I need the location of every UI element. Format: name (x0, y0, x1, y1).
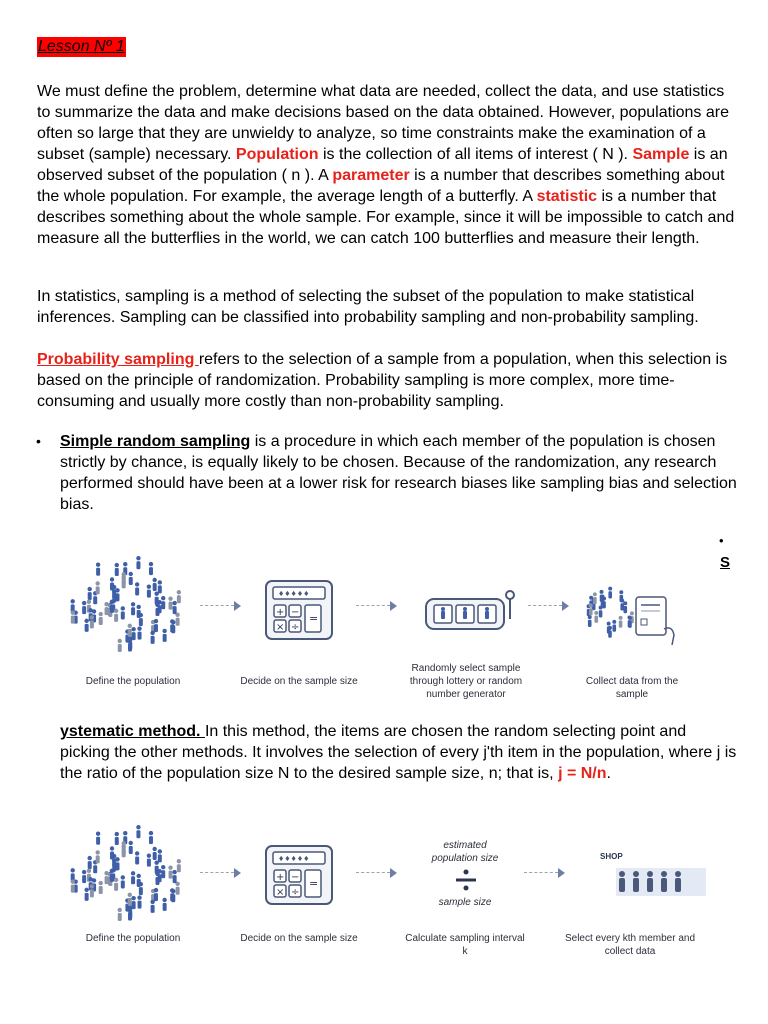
text-run: is a number that describes something about the whole population. For example, the average length of a butterfly. A (37, 167, 725, 205)
person-icon-body (121, 880, 125, 888)
person-icon-body (110, 874, 114, 882)
person-icon-body (88, 861, 92, 869)
person-icon (114, 878, 118, 882)
svg-text:=: = (309, 877, 319, 890)
person-icon-body (139, 887, 143, 895)
person-icon (619, 590, 623, 594)
person-icon (630, 611, 634, 615)
population-crowd-icon (64, 822, 194, 932)
person-icon (129, 572, 133, 576)
person-icon (123, 831, 127, 835)
person-icon (70, 599, 74, 603)
sampling-paragraph: In statistics, sampling is a method of selecting the subset of the population to make statistical inferences. Sampling can be classified into probability sampling and non-probability sampling. (37, 288, 699, 326)
person-icon-body (118, 913, 122, 921)
person-icon (82, 870, 86, 874)
people-in-line-icon (614, 868, 694, 898)
collect-data-icon (580, 571, 686, 651)
person-icon (161, 865, 165, 869)
svg-text:♦♦♦♦♦: ♦♦♦♦♦ (278, 590, 310, 598)
person-icon (115, 563, 119, 567)
arrow-icon (524, 868, 566, 878)
person-icon-body (601, 599, 605, 606)
person-icon (612, 620, 616, 624)
arrow-icon (356, 868, 398, 878)
person-icon-body (136, 830, 140, 838)
term-systematic-method: ystematic method. (60, 723, 205, 740)
person-icon (87, 600, 91, 604)
person-icon-body (138, 901, 142, 909)
person-icon (129, 841, 133, 845)
caption-define-population: Define the population (85, 676, 181, 687)
person-icon (82, 601, 86, 605)
caption-randomly-select: Randomly select sample through lottery or random number generator (409, 663, 523, 700)
person-icon-body (96, 568, 100, 576)
person-icon (154, 619, 158, 623)
person-icon-body (177, 595, 181, 603)
person-icon (137, 605, 141, 609)
person-icon-body (158, 585, 162, 593)
person-icon-body (158, 874, 162, 882)
lesson-title: Lesson Nº 1 (38, 38, 125, 55)
person-icon (594, 611, 598, 615)
person-icon (171, 620, 175, 624)
person-icon (71, 610, 75, 614)
person-icon (122, 572, 126, 576)
systematic-diagram (58, 808, 708, 973)
svg-text:−: − (291, 872, 300, 883)
svg-text:÷: ÷ (291, 887, 300, 898)
person-icon (172, 870, 176, 874)
shop-illustration (598, 848, 708, 898)
person-icon (136, 825, 140, 829)
person-icon-body (132, 632, 136, 640)
caption-select-every-kth: Select every kth member and collect data (564, 933, 696, 957)
person-icon-body (110, 605, 114, 613)
person-icon-body (171, 625, 175, 633)
svg-text:=: = (309, 612, 319, 625)
person-icon (152, 578, 156, 582)
person-icon (158, 849, 162, 853)
person-icon-body (90, 620, 94, 628)
person-icon (87, 856, 91, 860)
person-icon-body (121, 611, 125, 619)
intro-paragraph (37, 81, 737, 249)
person-icon (136, 556, 140, 560)
person-icon-body (114, 883, 118, 891)
person-icon-body (176, 887, 180, 895)
svg-text:+: + (276, 872, 285, 883)
person-icon-body (171, 894, 175, 902)
calculator-icon (264, 579, 334, 641)
person-icon-body (128, 644, 132, 652)
person-icon (135, 851, 139, 855)
person-icon (157, 600, 161, 604)
text-run: refers to the selection of a sample from a population, when this selection is based on the principle of randomization. Probability sampling is more complex, more time-consuming and usually more costly than non-probability sampling. (37, 351, 728, 410)
probability-paragraph (37, 349, 737, 412)
person-icon-body (173, 606, 177, 614)
person-icon (147, 584, 151, 588)
person-icon (115, 832, 119, 836)
person-icon (131, 871, 135, 875)
list-bullet: • (36, 433, 41, 449)
person-icon (608, 626, 612, 630)
arrow-icon (200, 601, 242, 611)
arrow-icon (200, 868, 242, 878)
person-icon-body (149, 567, 153, 575)
person-icon (620, 599, 624, 603)
person-icon (177, 590, 181, 594)
person-icon (110, 577, 114, 581)
person-icon-body (149, 836, 153, 844)
person-icon (87, 587, 91, 591)
shop-sign: SHOP (600, 852, 623, 861)
term-sample: Sample (632, 146, 690, 163)
caption-decide-sample-size: Decide on the sample size (240, 676, 358, 687)
text-run: In this method, the items are chosen the random selecting point and picking the other methods. It involves the selection of every j'th item in the population, where j is the ratio of the population size N to the desired sample size, n; that is, (60, 723, 737, 782)
svg-text:÷: ÷ (291, 622, 300, 633)
person-icon (161, 596, 165, 600)
person-icon (121, 875, 125, 879)
term-parameter: parameter (332, 167, 410, 184)
term-statistic: statistic (536, 188, 598, 205)
person-icon-body (608, 631, 612, 638)
svg-text:−: − (291, 607, 300, 618)
person-icon (162, 898, 166, 902)
person-icon-body (99, 886, 103, 894)
person-icon-body (96, 837, 100, 845)
person-icon-body (122, 577, 126, 585)
formula-j: j = N/n (558, 765, 607, 782)
person-icon (112, 854, 116, 858)
person-icon-body (153, 583, 157, 591)
person-icon (128, 624, 132, 628)
person-icon-body (593, 597, 597, 604)
person-icon (71, 879, 75, 883)
person-icon-body (90, 889, 94, 897)
term-probability-sampling: Probability sampling (37, 351, 199, 368)
person-icon-body (588, 620, 592, 627)
person-icon-body (620, 603, 624, 610)
person-icon (599, 606, 603, 610)
text-run: is the collection of all items of interest ( N ). (318, 146, 633, 163)
person-icon (99, 881, 103, 885)
person-icon-body (135, 856, 139, 864)
person-icon (168, 865, 172, 869)
person-icon-body (114, 614, 118, 622)
person-icon-body (136, 561, 140, 569)
person-icon-body (71, 616, 75, 624)
person-icon-body (608, 591, 612, 598)
list-bullet-side: • (719, 533, 724, 548)
person-icon-body (88, 592, 92, 600)
arrow-icon (528, 601, 570, 611)
person-icon-body (158, 605, 162, 613)
person-icon-body (132, 901, 136, 909)
caption-collect-data: Collect data from the sample (585, 676, 679, 700)
text-run: is a number that describes something about the whole sample. For example, since it will be impossible to catch and measure all the butterflies in the world, we can catch 100 butterflies and measure their length. (37, 188, 735, 247)
person-icon-body (169, 871, 173, 879)
person-icon-body (128, 629, 132, 637)
person-icon (131, 896, 135, 900)
person-icon (96, 563, 100, 567)
person-icon (607, 622, 611, 626)
person-icon (128, 907, 132, 911)
person-icon-body (138, 632, 142, 640)
person-icon (177, 859, 181, 863)
person-icon (601, 595, 605, 599)
person-icon (90, 884, 94, 888)
person-icon (588, 615, 592, 619)
text-run: . (606, 765, 611, 782)
person-icon-body (137, 879, 141, 887)
person-icon-body (173, 875, 177, 883)
person-icon (121, 606, 125, 610)
person-icon-body (594, 616, 598, 623)
person-icon-body (158, 854, 162, 862)
division-icon (454, 868, 478, 892)
person-icon (123, 562, 127, 566)
person-icon-body (105, 876, 109, 884)
person-icon (157, 869, 161, 873)
person-icon (92, 609, 96, 613)
person-icon (162, 629, 166, 633)
person-icon (112, 589, 116, 593)
caption-decide-sample-size: Decide on the sample size (240, 933, 358, 944)
estimated-population-label: estimated population size (431, 840, 499, 864)
systematic-paragraph (60, 721, 740, 784)
caption-calculate-interval: Calculate sampling interval k (405, 933, 525, 957)
person-icon-body (112, 595, 116, 603)
person-icon (600, 590, 604, 594)
person-icon (90, 615, 94, 619)
person-icon-body (163, 903, 167, 911)
population-crowd-icon (64, 553, 194, 663)
person-icon-body (154, 624, 158, 632)
text-run: is an observed subset of the population ( n ). A (37, 146, 728, 184)
person-icon-body (115, 837, 119, 845)
person-icon (147, 853, 151, 857)
person-icon-body (129, 577, 133, 585)
person-icon-body (139, 618, 143, 626)
person-icon (95, 581, 99, 585)
person-icon (171, 889, 175, 893)
person-icon (84, 888, 88, 892)
person-icon-body (93, 865, 97, 873)
person-icon (149, 831, 153, 835)
person-icon-body (112, 864, 116, 872)
arrow-icon (356, 601, 398, 611)
person-icon (114, 609, 118, 613)
person-icon-body (131, 607, 135, 615)
person-icon (128, 638, 132, 642)
person-icon (619, 616, 623, 620)
person-icon (149, 562, 153, 566)
person-icon-body (82, 875, 86, 883)
person-icon (104, 602, 108, 606)
person-icon-body (128, 913, 132, 921)
person-icon-body (85, 624, 89, 632)
person-icon (152, 847, 156, 851)
person-icon-body (71, 885, 75, 893)
person-icon-body (619, 621, 623, 628)
person-icon (99, 612, 103, 616)
svg-text:×: × (276, 622, 285, 633)
person-icon-body (105, 607, 109, 615)
person-icon (137, 874, 141, 878)
term-simple-random-sampling: Simple random sampling (60, 433, 251, 450)
person-icon-body (115, 568, 119, 576)
person-icon-body (96, 855, 100, 863)
person-icon (137, 626, 141, 630)
person-icon-body (177, 864, 181, 872)
person-icon-body (161, 870, 165, 878)
term-population: Population (235, 146, 319, 163)
person-icon-body (599, 610, 603, 617)
person-icon-body (147, 590, 151, 598)
person-icon-body (163, 634, 167, 642)
person-icon-body (154, 893, 158, 901)
caption-define-population: Define the population (85, 933, 181, 944)
simple-random-item (60, 431, 740, 515)
svg-text:+: + (276, 607, 285, 618)
sample-size-label: sample size (438, 897, 492, 908)
person-icon-body (122, 846, 126, 854)
person-icon (158, 580, 162, 584)
person-icon-body (137, 610, 141, 618)
person-icon-body (169, 602, 173, 610)
person-icon-body (153, 852, 157, 860)
person-icon (122, 841, 126, 845)
person-icon (118, 908, 122, 912)
person-icon (87, 869, 91, 873)
person-icon-body (96, 586, 100, 594)
svg-text:♦♦♦♦♦: ♦♦♦♦♦ (278, 855, 310, 863)
person-icon (84, 619, 88, 623)
person-icon (92, 878, 96, 882)
person-icon (172, 601, 176, 605)
person-icon (104, 871, 108, 875)
person-icon (593, 592, 597, 596)
systematic-initial-letter: S (720, 554, 731, 571)
person-icon (137, 895, 141, 899)
person-icon-body (628, 621, 632, 628)
person-icon-body (118, 644, 122, 652)
person-icon (131, 602, 135, 606)
person-icon (608, 587, 612, 591)
person-icon (70, 868, 74, 872)
person-icon (112, 858, 116, 862)
person-icon-body (176, 618, 180, 626)
person-icon (589, 604, 593, 608)
simple-random-diagram (58, 545, 708, 705)
person-icon-body (99, 617, 103, 625)
slot-machine-icon (424, 589, 518, 635)
person-icon (135, 582, 139, 586)
text-run: We must define the problem, determine what data are needed, collect the data, and use statistics to summarize the data and make decisions based on the data obtained. However, populations are often so large that they are unwieldy to analyze, so time constraints make the examination of a subset (sample) necessary. (37, 83, 729, 163)
person-icon (154, 888, 158, 892)
person-icon-body (147, 859, 151, 867)
text-run: is a procedure in which each member of the population is chosen strictly by chance, is equally likely to be chosen. Because of the randomization, any research performed should have been at a lower risk for research biases like sampling bias and selection bias. (60, 433, 737, 513)
person-icon (131, 627, 135, 631)
person-icon-body (82, 606, 86, 614)
person-icon-body (93, 596, 97, 604)
person-icon-body (129, 846, 133, 854)
person-icon-body (612, 625, 616, 632)
person-icon-body (589, 608, 593, 615)
person-icon (168, 596, 172, 600)
person-icon-body (131, 876, 135, 884)
person-icon (118, 639, 122, 643)
svg-text:×: × (276, 887, 285, 898)
person-icon (110, 846, 114, 850)
person-icon-body (85, 893, 89, 901)
person-icon-body (135, 587, 139, 595)
person-icon (112, 585, 116, 589)
calculator-icon (264, 844, 334, 906)
person-icon-body (151, 905, 155, 913)
person-icon (95, 850, 99, 854)
person-icon (96, 832, 100, 836)
person-icon (128, 893, 132, 897)
person-icon-body (128, 898, 132, 906)
person-icon (628, 616, 632, 620)
person-icon-body (151, 636, 155, 644)
person-icon-body (161, 601, 165, 609)
